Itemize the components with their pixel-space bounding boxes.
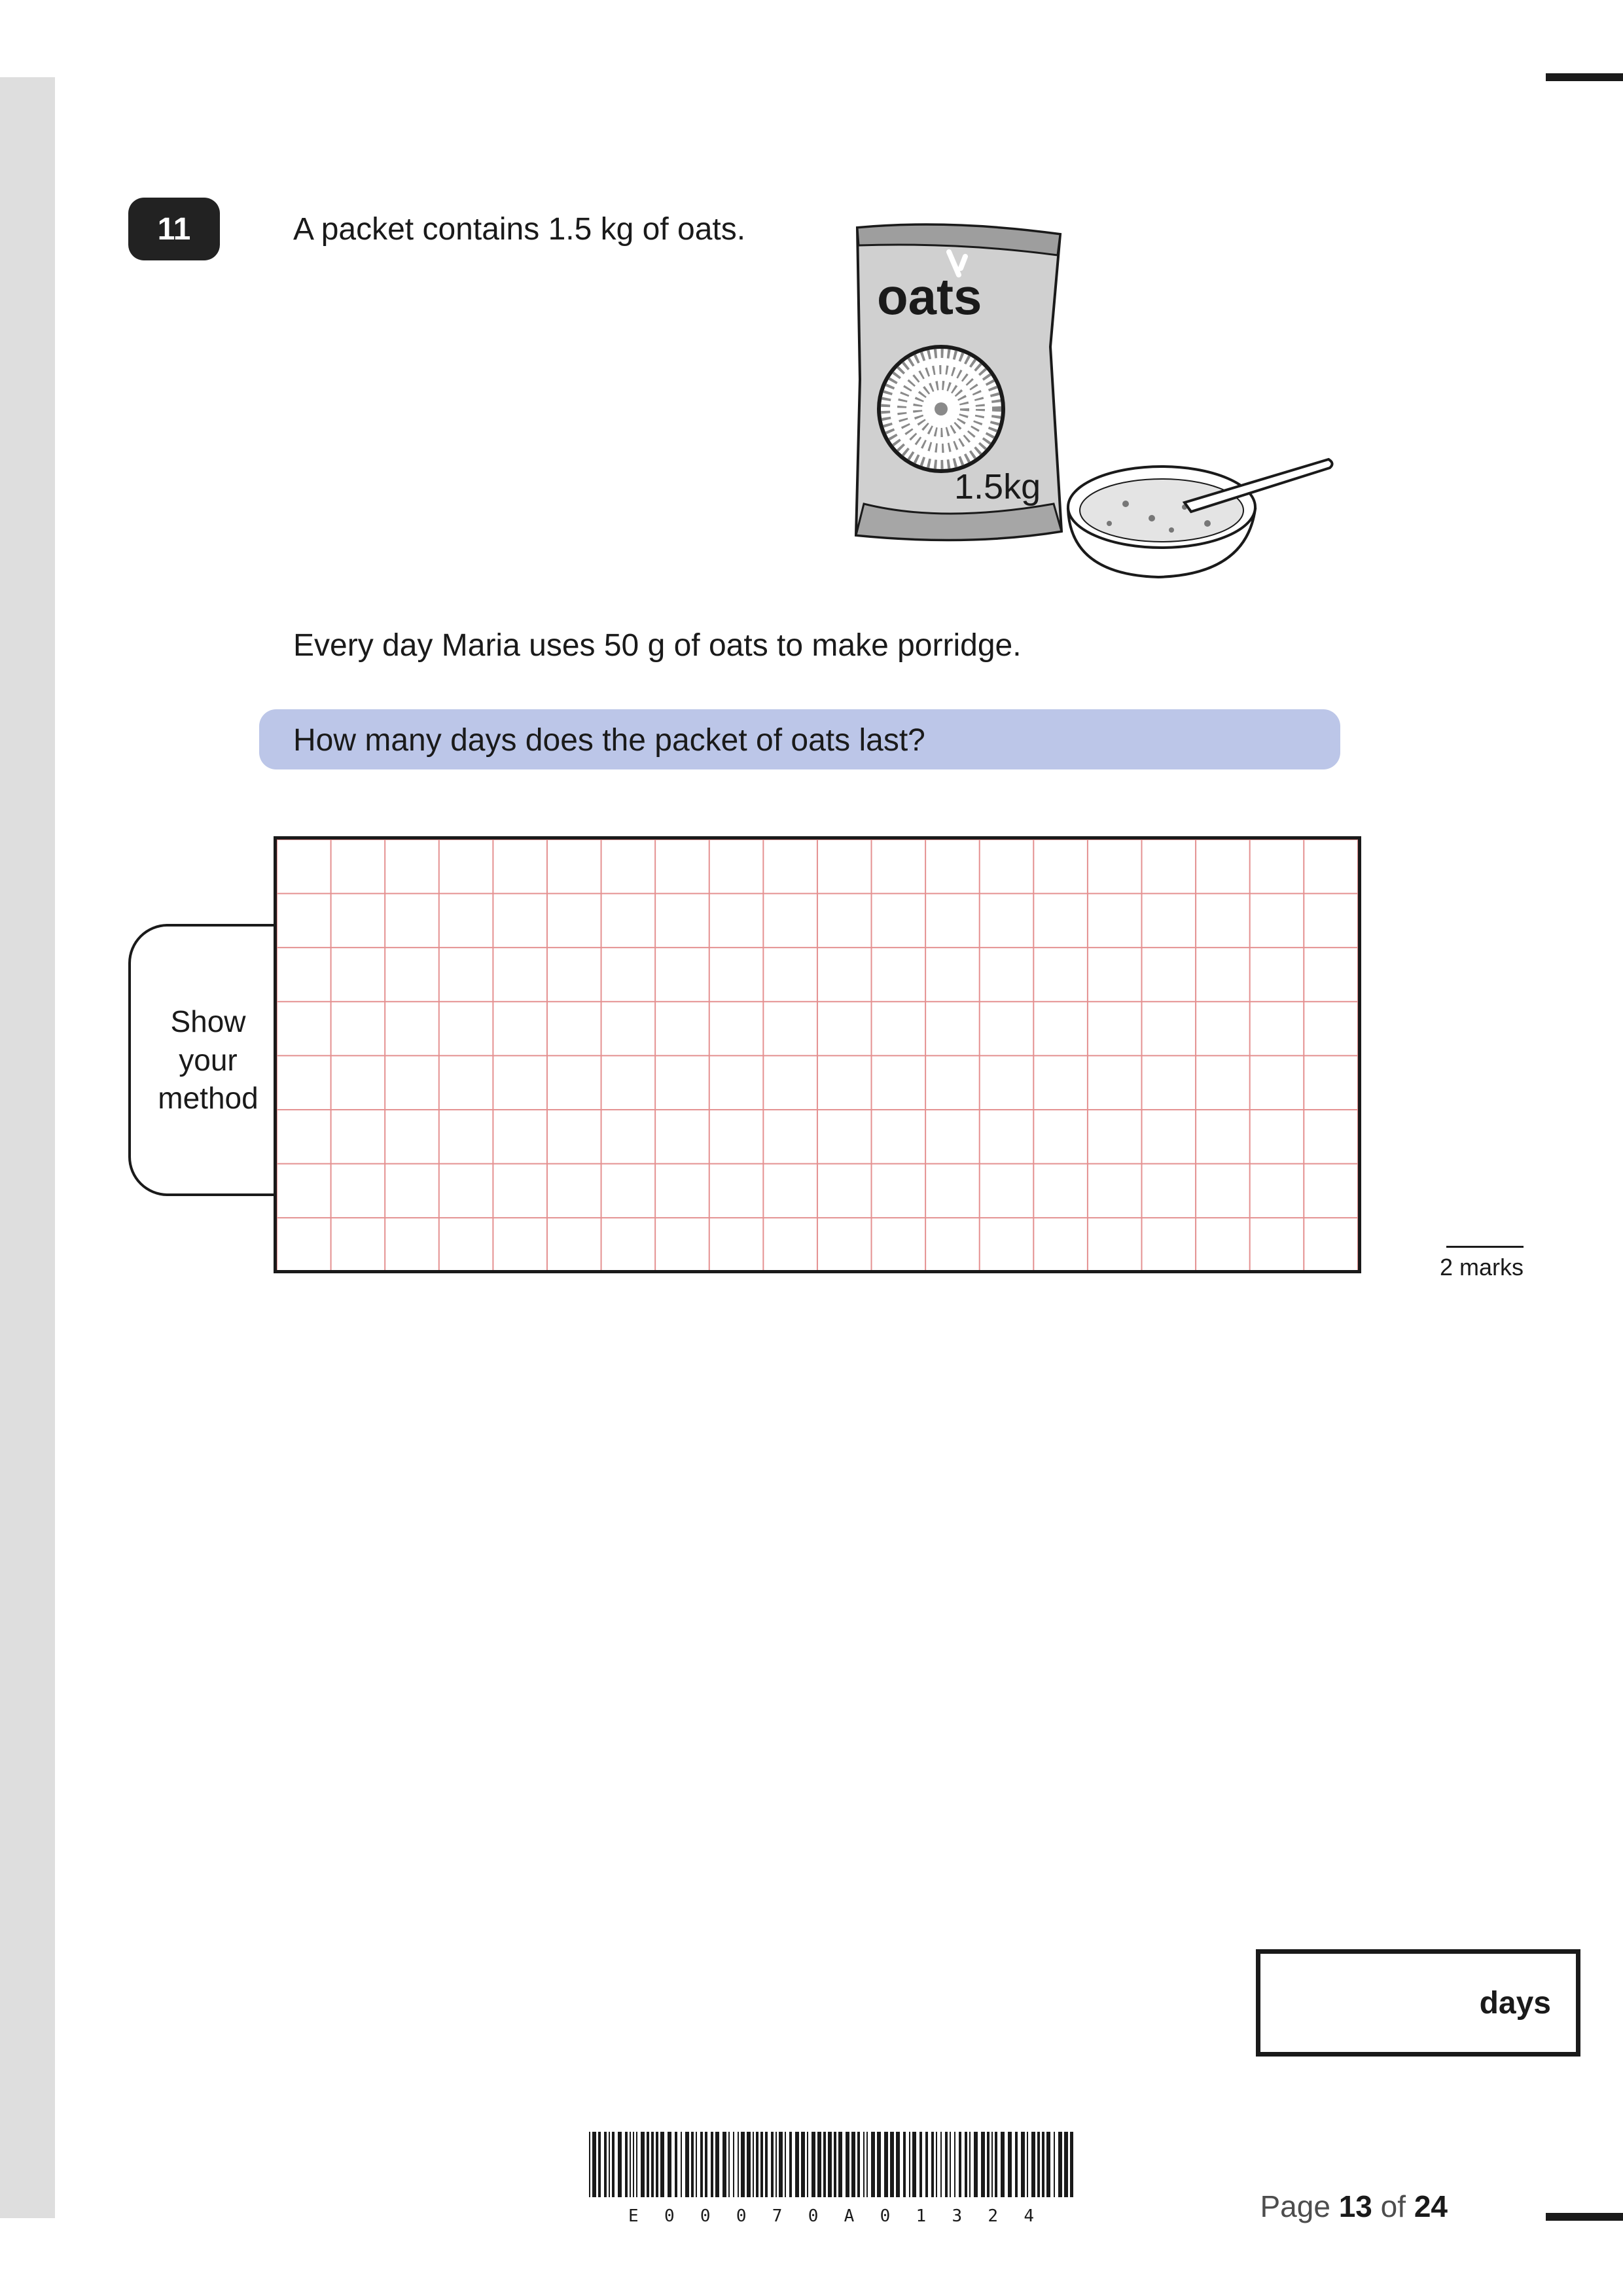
page-number [1260, 2189, 1448, 2224]
question-prompt-panel [259, 709, 1340, 769]
barcode-digit: 4 [1024, 2206, 1034, 2226]
barcode-bar [705, 2132, 707, 2197]
show-method-label: Show your method [158, 1004, 259, 1116]
barcode-bar [1001, 2132, 1005, 2197]
barcode-bar [656, 2132, 658, 2197]
barcode-bar [738, 2132, 739, 2197]
packet-label: oats [877, 268, 982, 325]
barcode-bar [756, 2132, 758, 2197]
margin-strip [0, 77, 55, 2218]
question-context: Every day Maria uses 50 g of oats to make porridge. [293, 628, 1022, 663]
question-number-badge [128, 198, 220, 260]
barcode-bar [823, 2132, 826, 2197]
barcode-bar [630, 2132, 631, 2197]
barcode-bar [728, 2132, 730, 2197]
barcode-bar [765, 2132, 768, 2197]
barcode-bar [1046, 2132, 1050, 2197]
barcode-digit: 2 [988, 2206, 999, 2226]
barcode-bar [1058, 2132, 1062, 2197]
barcode-digit: 0 [664, 2206, 675, 2226]
barcode-bar [857, 2132, 860, 2197]
barcode-bar [1015, 2132, 1018, 2197]
barcode-bar [838, 2132, 842, 2197]
barcode-bar [1021, 2132, 1025, 2197]
barcode-bar [675, 2132, 677, 2197]
barcode-bar [685, 2132, 689, 2197]
barcode-bar [954, 2132, 955, 2197]
barcode-bar [817, 2132, 821, 2197]
barcode-bar [612, 2132, 615, 2197]
barcode-bar [863, 2132, 865, 2197]
barcode-bar [1027, 2132, 1028, 2197]
barcode-bar [633, 2132, 634, 2197]
barcode-bar [776, 2132, 777, 2197]
barcode-digits [628, 2206, 1034, 2226]
page-current: 13 [1338, 2189, 1372, 2223]
barcode-bar [696, 2132, 697, 2197]
barcode-bar [801, 2132, 805, 2197]
barcode-bar [959, 2132, 961, 2197]
barcode-bar [969, 2132, 971, 2197]
barcode-bar [636, 2132, 637, 2197]
barcode-bar [691, 2132, 694, 2197]
barcode-bar [909, 2132, 910, 2197]
page-total: 24 [1414, 2189, 1448, 2223]
barcode-digit: 0 [736, 2206, 747, 2226]
barcode-bar [925, 2132, 928, 2197]
barcode-bar [1064, 2132, 1068, 2197]
barcode-digit: 0 [880, 2206, 891, 2226]
barcode-bar [651, 2132, 654, 2197]
barcode-bar [771, 2132, 774, 2197]
barcode-bar [981, 2132, 985, 2197]
oats-packet [856, 224, 1061, 540]
barcode-bar [668, 2132, 671, 2197]
answer-unit-label: days [1479, 1986, 1551, 2021]
barcode-bar [846, 2132, 849, 2197]
barcode-bar [884, 2132, 888, 2197]
barcode-bar [812, 2132, 815, 2197]
barcode-bar [722, 2132, 726, 2197]
barcode-bar [890, 2132, 894, 2197]
barcode-digit: 0 [808, 2206, 819, 2226]
corner-mark-bottom [1546, 2213, 1623, 2221]
page-prefix: Page [1260, 2189, 1330, 2223]
barcode-bar [965, 2132, 967, 2197]
barcode-digit: E [628, 2206, 639, 2226]
barcode-bar [795, 2132, 799, 2197]
page-of: of [1380, 2189, 1406, 2223]
barcode-bar [618, 2132, 622, 2197]
barcode-bar [760, 2132, 763, 2197]
corner-mark-top [1546, 73, 1623, 81]
barcode-bar [647, 2132, 649, 2197]
barcode-digit: 3 [952, 2206, 963, 2226]
barcode-bar [711, 2132, 713, 2197]
barcode-bar [912, 2132, 916, 2197]
barcode-bar [1042, 2132, 1044, 2197]
barcode-bar [950, 2132, 951, 2197]
marks-label: 2 marks [1440, 1254, 1524, 1280]
barcode-bar [589, 2132, 590, 2197]
barcode-bar [931, 2132, 934, 2197]
oats-packet-illustration [844, 216, 1348, 582]
barcode-bar [1008, 2132, 1012, 2197]
answer-box[interactable] [1256, 1949, 1580, 2057]
barcode-bar [1031, 2132, 1035, 2197]
barcode-bar [660, 2132, 664, 2197]
barcode-bar [991, 2132, 993, 2197]
barcode-bar [741, 2132, 745, 2197]
barcode-bar [807, 2132, 808, 2197]
barcode-bar [609, 2132, 610, 2197]
barcode-bar [871, 2132, 875, 2197]
packet-weight: 1.5kg [954, 467, 1041, 506]
barcode-digit: 1 [916, 2206, 927, 2226]
barcode-bar [903, 2132, 906, 2197]
barcode-bar [940, 2132, 942, 2197]
barcode-bar [834, 2132, 836, 2197]
barcode-digit: A [844, 2206, 855, 2226]
barcode-bar [779, 2132, 783, 2197]
barcode-bar [896, 2132, 900, 2197]
barcode-bar [1070, 2132, 1073, 2197]
show-method-tab [128, 924, 285, 1196]
porridge-bowl [1068, 459, 1332, 577]
barcode-bar [789, 2132, 792, 2197]
barcode-bar [936, 2132, 937, 2197]
barcode-bar [974, 2132, 978, 2197]
barcode-bar [747, 2132, 751, 2197]
barcode-bar [700, 2132, 703, 2197]
question-intro: A packet contains 1.5 kg of oats. [293, 212, 746, 247]
barcode-bar [995, 2132, 997, 2197]
question-number: 11 [157, 211, 191, 247]
barcode-bar [641, 2132, 645, 2197]
barcode-bar [877, 2132, 881, 2197]
barcode-bar [987, 2132, 990, 2197]
barcode-bar [733, 2132, 734, 2197]
barcode-bar [1054, 2132, 1055, 2197]
barcode-bar [866, 2132, 868, 2197]
barcode-digit: 0 [700, 2206, 711, 2226]
barcode-bar [851, 2132, 855, 2197]
barcode-bar [604, 2132, 607, 2197]
barcode-bar [828, 2132, 832, 2197]
barcode-bar [753, 2132, 754, 2197]
barcode-bar [715, 2132, 719, 2197]
marks-rule [1446, 1246, 1524, 1248]
barcode-bar [625, 2132, 628, 2197]
barcode-bar [598, 2132, 601, 2197]
barcode-bar [945, 2132, 948, 2197]
barcode-bar [785, 2132, 786, 2197]
question-prompt: How many days does the packet of oats last? [293, 723, 925, 758]
barcode-bar [681, 2132, 682, 2197]
barcode-bar [592, 2132, 596, 2197]
barcode-digit: 7 [772, 2206, 783, 2226]
barcode [589, 2132, 1073, 2197]
barcode-bar [919, 2132, 922, 2197]
barcode-bar [1037, 2132, 1040, 2197]
